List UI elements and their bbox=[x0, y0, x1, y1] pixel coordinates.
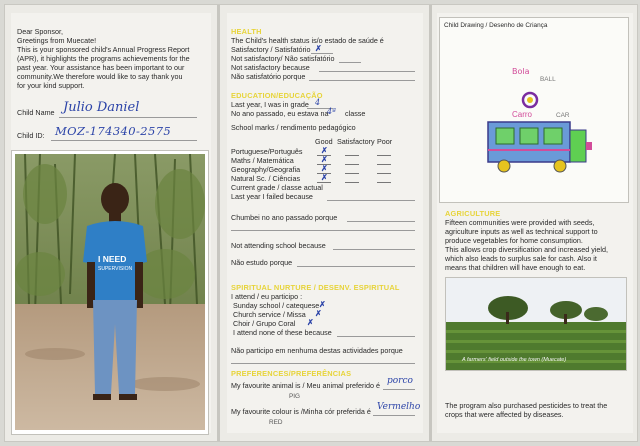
drawing-box bbox=[439, 17, 629, 203]
marks-col-good: Good bbox=[315, 137, 333, 146]
child-id-value: MOZ-174340-2575 bbox=[55, 124, 172, 138]
child-photo bbox=[11, 150, 209, 435]
answer-line bbox=[317, 155, 331, 156]
answer-line bbox=[345, 164, 359, 165]
spiritual-line: I attend / eu participo : bbox=[231, 292, 303, 301]
child-name-value: Julio Daniel bbox=[63, 100, 140, 115]
answer-line bbox=[231, 363, 415, 364]
answer-line bbox=[377, 182, 391, 183]
agriculture-line: This allows crop diversification and increased yield, bbox=[445, 245, 608, 254]
answer-line bbox=[345, 182, 359, 183]
spiritual-line: Church service / Missa bbox=[233, 310, 306, 319]
answer-line bbox=[327, 200, 415, 201]
animal-label: My favourite animal is / Meu animal preferido é bbox=[231, 381, 381, 390]
marks-label: School marks / rendimento pedagógico bbox=[231, 123, 356, 132]
subject-row: Maths / Matemática bbox=[231, 156, 294, 165]
subject-row: Current grade / classe actual bbox=[231, 183, 323, 192]
preferences-heading: PREFERENCES/PREFERÊNCIAS bbox=[231, 369, 352, 378]
spiritual-heading: SPIRITUAL NURTURE / DESENV. ESPIRITUAL bbox=[231, 283, 400, 292]
subject-row: Last year I failed because bbox=[231, 192, 313, 201]
answer-line bbox=[297, 266, 415, 267]
shirt-text-small: SUPERVISION bbox=[98, 266, 133, 272]
subject-row: Geography/Geografia bbox=[231, 165, 301, 174]
field-photo-caption: A farmers' field outside the town (Muecate) bbox=[462, 357, 567, 363]
field-photo bbox=[445, 277, 627, 371]
subject-row: Portuguese/Português bbox=[231, 147, 303, 156]
check-mark: ✗ bbox=[321, 146, 328, 155]
intro-line: (APR), it highlights the programs achievements for the bbox=[17, 54, 190, 63]
right-panel bbox=[437, 13, 633, 433]
agriculture-line: Fifteen communities were provided with seeds, bbox=[445, 218, 595, 227]
marks-col-satisfactory: Satisfactory bbox=[337, 137, 375, 146]
failed-label-pt: Chumbei no ano passado porque bbox=[231, 213, 338, 222]
agriculture-line: means that children will have enough to eat. bbox=[445, 263, 586, 272]
grade-value-pt: 4ª bbox=[327, 107, 336, 116]
pesticide-line: The program also purchased pesticides to treat the bbox=[445, 401, 608, 410]
shirt-text: I NEED bbox=[98, 254, 127, 264]
agriculture-line: produce vegetables for home consumption. bbox=[445, 236, 583, 245]
check-mark: ✗ bbox=[321, 164, 328, 173]
spiritual-line: I attend none of these because bbox=[233, 328, 332, 337]
answer-line bbox=[345, 155, 359, 156]
agriculture-line: which also leads to surplus sale for cash. Also it bbox=[445, 254, 597, 263]
answer-line bbox=[317, 173, 331, 174]
colour-label: My favourite colour is /Minha cór preferida é bbox=[231, 407, 371, 416]
answer-line bbox=[345, 173, 359, 174]
child-photo-image bbox=[15, 154, 205, 430]
health-line: Não satisfatório porque bbox=[231, 72, 306, 81]
spiritual-line: Choir / Grupo Coral bbox=[233, 319, 296, 328]
intro-line: community.We therefore would like to say thank you bbox=[17, 72, 183, 81]
answer-line bbox=[231, 230, 415, 231]
fold-line bbox=[217, 5, 220, 441]
drawing-image bbox=[440, 18, 628, 202]
intro-line: This is your sponsored child's Annual Progress Report bbox=[17, 45, 190, 54]
drawing-word: BALL bbox=[540, 76, 556, 83]
answer-line bbox=[377, 173, 391, 174]
child-name-underline bbox=[59, 117, 197, 118]
grade-suffix: classe bbox=[345, 109, 366, 118]
answer-line bbox=[317, 182, 331, 183]
agriculture-line: agriculture inputs as well as technical support to bbox=[445, 227, 598, 236]
not-studying-label: Não estudo porque bbox=[231, 258, 293, 267]
fold-line bbox=[429, 5, 432, 441]
answer-line bbox=[319, 71, 415, 72]
drawing-word: Bola bbox=[512, 67, 530, 76]
answer-line bbox=[337, 336, 415, 337]
none-label-pt: Não participo em nenhuma destas actividades porque bbox=[231, 346, 403, 355]
child-id-label: Child ID: bbox=[17, 131, 45, 140]
animal-note: PIG bbox=[289, 393, 301, 400]
drawing-label: Child Drawing / Desenho de Criança bbox=[444, 22, 548, 29]
middle-panel bbox=[227, 13, 423, 433]
greeting: Dear Sponsor, bbox=[17, 27, 63, 36]
health-heading: HEALTH bbox=[231, 27, 262, 36]
pesticide-line: crops that were affected by diseases. bbox=[445, 410, 564, 419]
answer-line bbox=[347, 221, 415, 222]
check-mark: ✗ bbox=[319, 300, 326, 309]
answer-line bbox=[377, 155, 391, 156]
answer-line bbox=[373, 415, 415, 416]
marks-col-poor: Poor bbox=[377, 137, 393, 146]
left-panel bbox=[11, 13, 211, 433]
colour-value: Vermelho bbox=[377, 402, 421, 412]
health-line: Not satisfactory because bbox=[231, 63, 310, 72]
health-line: Not satisfactory/ Não satisfatório bbox=[231, 54, 335, 63]
answer-line bbox=[317, 164, 331, 165]
report-sheet bbox=[4, 4, 638, 442]
intro-line: for your kind support. bbox=[17, 81, 85, 90]
drawing-word: CAR bbox=[556, 112, 570, 119]
child-id-underline bbox=[51, 140, 197, 141]
answer-line bbox=[377, 164, 391, 165]
grade-value: 4 bbox=[315, 98, 321, 107]
answer-line bbox=[339, 62, 361, 63]
spiritual-line: Sunday school / catequese bbox=[233, 301, 320, 310]
grade-label-pt: No ano passado, eu estava na bbox=[231, 109, 329, 118]
check-mark: ✗ bbox=[315, 309, 322, 318]
agriculture-heading: AGRICULTURE bbox=[445, 209, 501, 218]
subject-row: Natural Sc. / Ciências bbox=[231, 174, 301, 183]
check-mark: ✗ bbox=[321, 173, 328, 182]
drawing-word: Carro bbox=[512, 110, 533, 119]
check-mark: ✗ bbox=[315, 44, 322, 53]
colour-note: RED bbox=[269, 419, 283, 426]
animal-value: porco bbox=[387, 376, 413, 386]
check-mark: ✗ bbox=[307, 318, 314, 327]
answer-line bbox=[333, 249, 415, 250]
answer-line bbox=[383, 389, 415, 390]
health-line: The Child's health status is/o estado de saúde é bbox=[231, 36, 384, 45]
health-line: Satisfactory / Satisfatório bbox=[231, 45, 311, 54]
answer-line bbox=[309, 80, 415, 81]
intro-line: past year. Your assistance has been important to our bbox=[17, 63, 185, 72]
not-attending-label: Not attending school because bbox=[231, 241, 326, 250]
check-mark: ✗ bbox=[321, 155, 328, 164]
grade-label: Last year, I was in grade bbox=[231, 100, 309, 109]
greeting-location: Greetings from Muecate! bbox=[17, 36, 97, 45]
education-heading: EDUCATION/EDUCAÇÃO bbox=[231, 91, 323, 100]
child-name-label: Child Name bbox=[17, 108, 55, 117]
